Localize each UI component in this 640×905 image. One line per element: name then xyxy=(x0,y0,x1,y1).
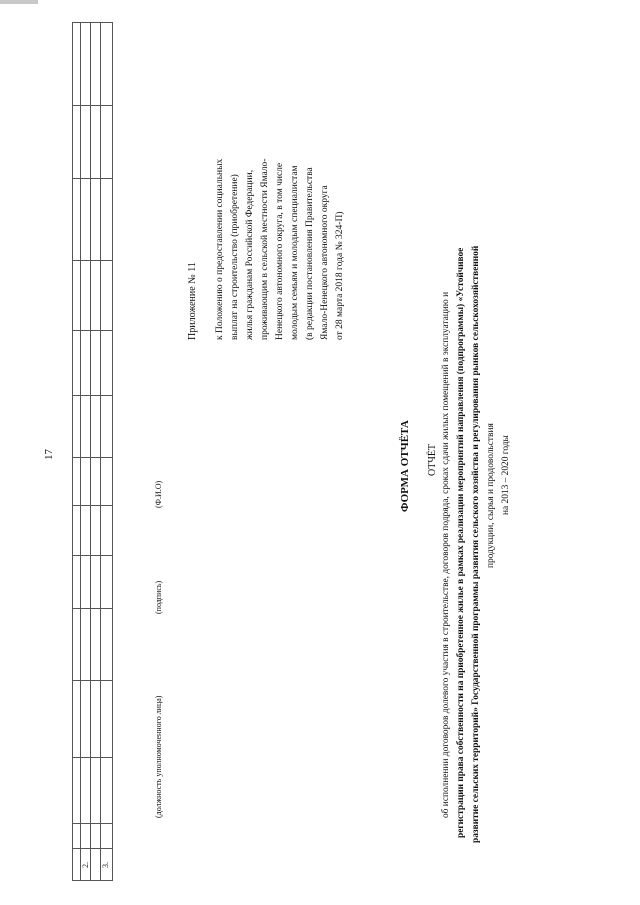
scan-corner-mark xyxy=(0,0,38,4)
appendix-line: выплат на строительство (приобретение) xyxy=(230,174,240,340)
appendix-line: жилья гражданам Российской Федерации, xyxy=(245,169,255,340)
report-period: на 2013 – 2020 годы xyxy=(501,435,511,515)
report-description-line: регистрации права собственности на приобретенное жилье в рамках реализации мероприятий направления (подпрограммы) «Устойчивое xyxy=(456,247,466,838)
table-border-left xyxy=(72,22,73,880)
report-subtitle: ОТЧЁТ xyxy=(427,443,438,476)
table-col-line xyxy=(72,178,113,179)
report-description-line: развитие сельских территорий» Государственной программы развития сельского хозяйства и регулирования рынков сельскохозяйственной xyxy=(471,245,481,843)
table-row-number: 2. xyxy=(81,862,90,868)
table-row-line xyxy=(80,22,81,880)
table-col-line xyxy=(72,880,113,881)
table-border-right xyxy=(112,22,113,880)
table-col-line xyxy=(72,330,113,331)
table-col-line xyxy=(72,823,113,824)
appendix-line: Ненецкого автономного округа, в том числе xyxy=(275,162,285,340)
table-col-line xyxy=(72,457,113,458)
appendix-line: молодым семьям и молодым специалистам xyxy=(290,165,300,340)
table-col-line xyxy=(72,848,113,849)
table-col-line xyxy=(72,757,113,758)
table-col-line xyxy=(72,608,113,609)
appendix-line: от 28 марта 2018 года № 324-П) xyxy=(335,211,345,340)
report-description-line: продукции, сырья и продовольствия xyxy=(486,423,496,568)
table-col-line xyxy=(72,555,113,556)
appendix-line: (в редакции постановления Правительства xyxy=(305,167,315,340)
table-col-line xyxy=(72,105,113,106)
table-col-line xyxy=(72,260,113,261)
position-label: (должность уполномоченного лица) xyxy=(154,695,163,818)
page-number: 17 xyxy=(43,449,55,460)
form-title: ФОРМА ОТЧЁТА xyxy=(399,420,411,512)
appendix-line: проживающим в сельской местности Ямало- xyxy=(260,158,270,340)
table-col-line xyxy=(72,395,113,396)
table-col-line xyxy=(72,505,113,506)
table-row-number: 3. xyxy=(101,862,110,868)
table-col-line xyxy=(72,680,113,681)
table-row-line xyxy=(100,22,101,880)
report-description-line: об исполнении договоров долевого участия в строительстве, договоров подряда, сроках сдачи жилых помещений в эксплуатацию и xyxy=(441,291,451,818)
appendix-line: Ямало-Ненецкого автономного округа xyxy=(320,185,330,340)
table-row-line xyxy=(90,22,91,880)
table-col-line xyxy=(72,22,113,23)
appendix-line: к Положению о предоставлении социальных xyxy=(215,158,225,340)
appendix-title: Приложение № 11 xyxy=(187,262,198,340)
name-label: (Ф.И.О) xyxy=(154,480,163,508)
signature-label: (подпись) xyxy=(154,580,163,614)
